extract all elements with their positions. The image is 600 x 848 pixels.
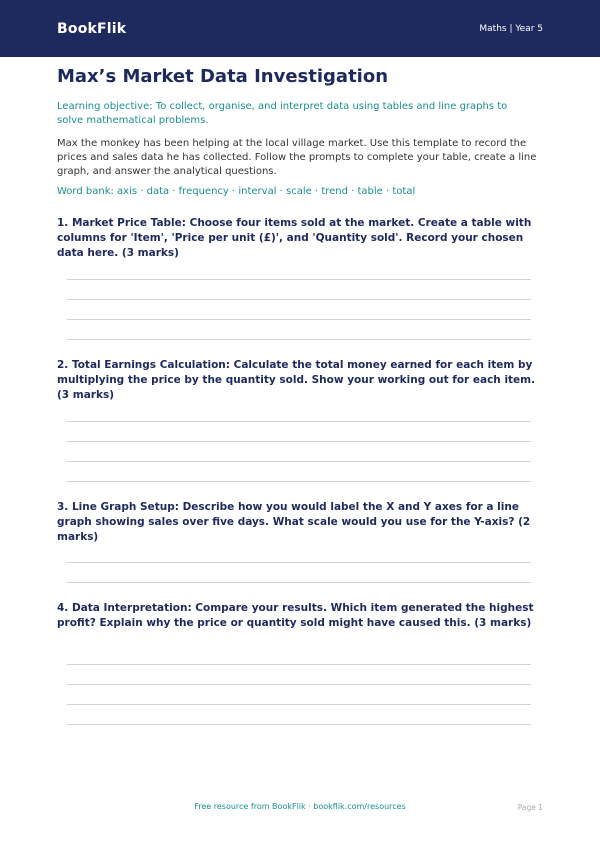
page-number: Page 1: [517, 803, 543, 812]
intro-paragraph: Max the monkey has been helping at the local village market. Use this template to record the prices and sales data he has collected. Follow the prompts to complete your table, create a line graph, and answer the analytical questions.: [57, 138, 537, 177]
answer-line[interactable]: [67, 664, 531, 665]
question-3: 3. Line Graph Setup: Describe how you would label the X and Y axes for a line graph showing sales over five days. What scale would you use for the Y-axis? (2 marks): [57, 501, 531, 543]
answer-line[interactable]: [67, 279, 531, 280]
answer-line[interactable]: [67, 684, 531, 685]
answer-line[interactable]: [67, 339, 531, 340]
answer-line[interactable]: [67, 481, 531, 482]
page-header: [0, 0, 600, 57]
question-4: 4. Data Interpretation: Compare your results. Which item generated the highest profit? Explain why the price or quantity sold might have caused this. (3 marks): [57, 602, 534, 629]
brand-logo: BookFlik: [57, 20, 127, 37]
answer-line[interactable]: [67, 441, 531, 442]
answer-line[interactable]: [67, 582, 531, 583]
question-2: 2. Total Earnings Calculation: Calculate the total money earned for each item by multiplying the price by the quantity sold. Show your working out for each item. (3 marks): [57, 359, 536, 401]
answer-line[interactable]: [67, 299, 531, 300]
word-bank: Word bank: axis · data · frequency · interval · scale · trend · table · total: [57, 186, 416, 197]
answer-line[interactable]: [67, 319, 531, 320]
answer-line[interactable]: [67, 724, 531, 725]
footer-credit: Free resource from BookFlik · bookflik.com/resources: [194, 802, 406, 811]
learning-objective: Learning objective: To collect, organise, and interpret data using tables and line graphs to solve mathematical problems.: [57, 101, 508, 126]
answer-line[interactable]: [67, 461, 531, 462]
subject-year-label: Maths | Year 5: [479, 23, 543, 34]
answer-line[interactable]: [67, 562, 531, 563]
question-1: 1. Market Price Table: Choose four items sold at the market. Create a table with columns for 'Item', 'Price per unit (£)', and 'Quantity sold'. Record your chosen data here. (3 marks): [57, 217, 532, 259]
answer-line[interactable]: [67, 704, 531, 705]
page-title: Max’s Market Data Investigation: [57, 66, 389, 87]
answer-line[interactable]: [67, 421, 531, 422]
